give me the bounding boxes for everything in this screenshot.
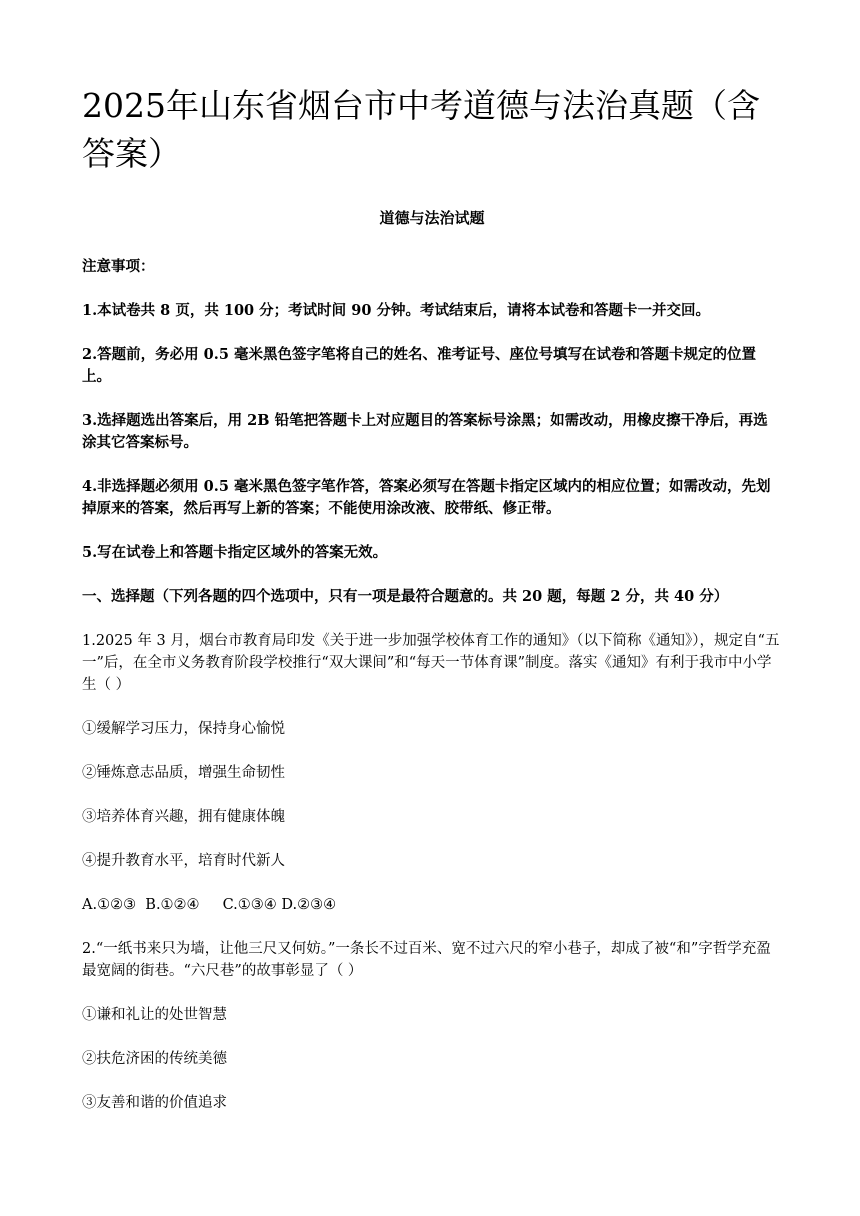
question-2-item-2: ②扶危济困的传统美德 xyxy=(82,1051,227,1067)
document-page xyxy=(82,82,782,1114)
question-1-stem: 1.2025 年 3 月，烟台市教育局印发《关于进一步加强学校体育工作的通知》（以下简称《通知》），规定自“五一”后，在全市义务教育阶段学校推行“双大课间”和“每天一节体育课”制度。落实《通知》有利于我市中小学生（ ） xyxy=(82,633,780,693)
notice-item-4: 4.非选择题必须用 0.5 毫米黑色签字笔作答，答案必须写在答题卡指定区域内的相应位置；如需改动，先划掉原来的答案，然后再写上新的答案；不能使用涂改液、胶带纸、修正带。 xyxy=(82,478,771,517)
question-2-stem: 2.“一纸书来只为墙，让他三尺又何妨。”一条长不过百米、宽不过六尺的窄小巷子，却成了被“和”字哲学充盈最宽阔的街巷。“六尺巷”的故事彰显了（ ） xyxy=(82,941,771,979)
question-1-item-4: ④提升教育水平，培育时代新人 xyxy=(82,853,285,869)
question-1-item-2: ②锤炼意志品质，增强生命韧性 xyxy=(82,765,285,781)
question-2-item-3: ③友善和谐的价值追求 xyxy=(82,1095,227,1111)
exam-subtitle: 道德与法治试题 xyxy=(379,209,485,227)
question-1-item-1: ①缓解学习压力，保持身心愉悦 xyxy=(82,721,285,737)
notice-item-3: 3.选择题选出答案后，用 2B 铅笔把答题卡上对应题目的答案标号涂黑；如需改动，用橡皮擦干净后，再选涂其它答案标号。 xyxy=(82,412,768,451)
notice-item-1: 1.本试卷共 8 页，共 100 分；考试时间 90 分钟。考试结束后，请将本试卷和答题卡一并交回。 xyxy=(82,302,710,319)
document-title: 2025年山东省烟台市中考道德与法治真题（含答案） xyxy=(82,86,760,173)
question-2-item-1: ①谦和礼让的处世智慧 xyxy=(82,1007,227,1023)
notice-heading: 注意事项： xyxy=(82,258,155,275)
notice-item-5: 5.写在试卷上和答题卡指定区域外的答案无效。 xyxy=(82,544,388,561)
question-1-item-3: ③培养体育兴趣，拥有健康体魄 xyxy=(82,809,285,825)
notice-item-2: 2.答题前，务必用 0.5 毫米黑色签字笔将自己的姓名、准考证号、座位号填写在试卷和答题卡规定的位置上。 xyxy=(82,346,756,385)
section-heading-choice: 一、选择题（下列各题的四个选项中，只有一项是最符合题意的。共 20 题，每题 2 分，共 40 分） xyxy=(82,588,729,605)
question-1-options: A.①②③ B.①②④ C.①③④ D.②③④ xyxy=(82,897,337,913)
